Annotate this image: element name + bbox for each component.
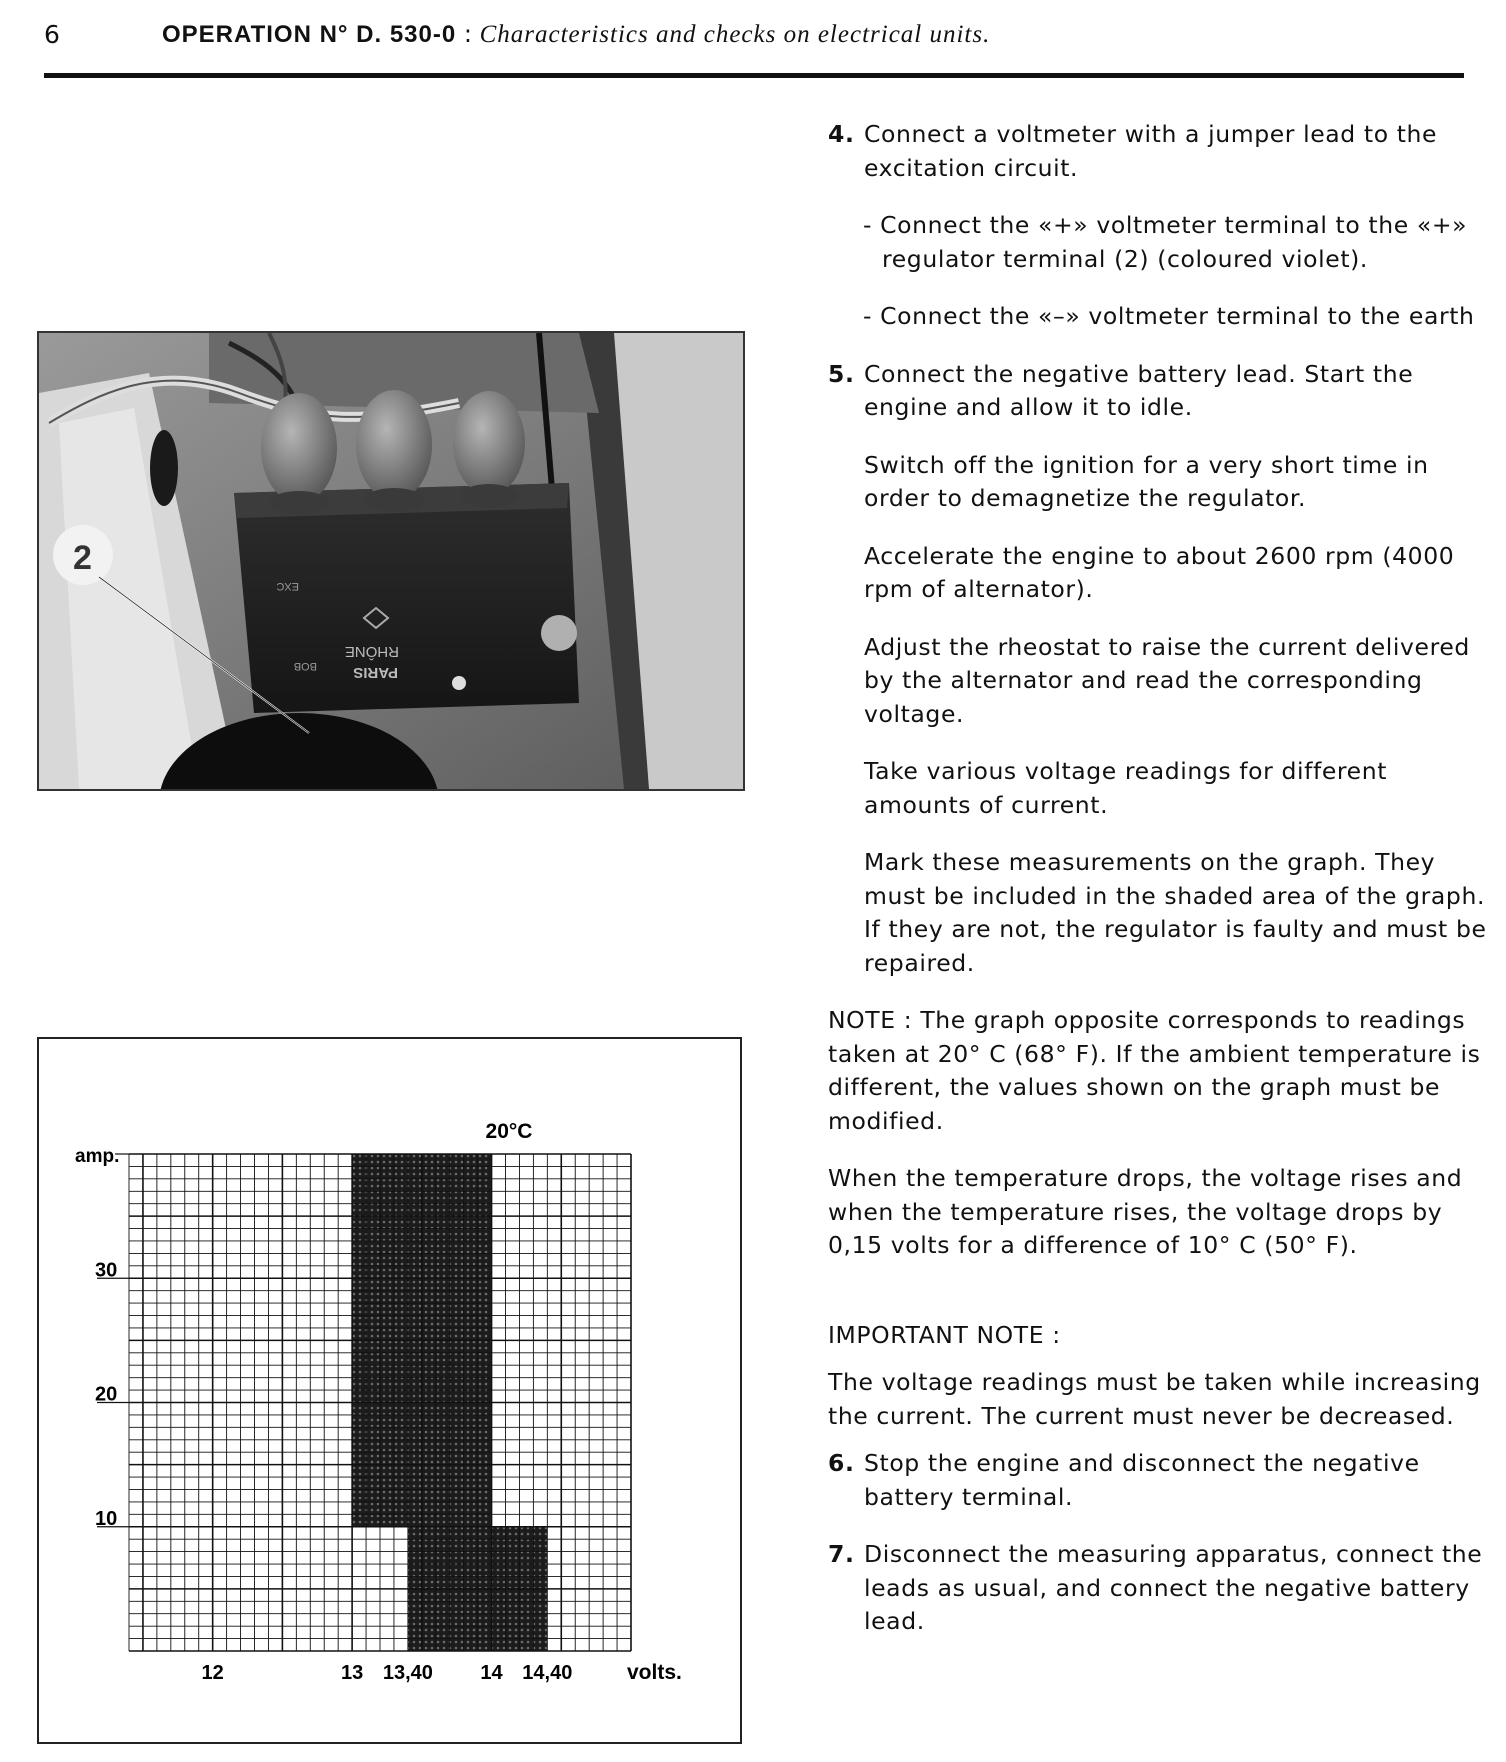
- operation-subtitle: Characteristics and checks on electrical units.: [479, 21, 991, 48]
- paragraph-accelerate: Accelerate the engine to about 2600 rpm (4000 rpm of alternator).: [864, 541, 1455, 603]
- y-axis-label: amp.: [75, 1146, 120, 1167]
- page-header: [44, 20, 1464, 56]
- note-paragraph: NOTE : The graph opposite corresponds to readings taken at 20° C (68° F). If the ambient temperature is different, the values shown on the graph must be modified.: [828, 1006, 1481, 1135]
- operation-title: [162, 20, 990, 49]
- page-number: 6: [44, 20, 60, 49]
- y-tick-label: 10: [95, 1507, 118, 1530]
- stamp-line-1: RHÔNE: [344, 643, 399, 660]
- paragraph-adjust: Adjust the rheostat to raise the current delivered by the alternator and read the corresponding voltage.: [864, 632, 1470, 728]
- step-number: 6.: [828, 1449, 855, 1477]
- step-text: Stop the engine and disconnect the negative battery terminal.: [864, 1449, 1420, 1511]
- x-axis-label: volts.: [627, 1661, 682, 1684]
- operation-code: OPERATION N° D. 530-0: [162, 21, 457, 48]
- paragraph-take-readings: Take various voltage readings for different amounts of current.: [864, 757, 1388, 819]
- step-4-sub-b: - Connect the «–» voltmeter terminal to the earth: [863, 302, 1475, 330]
- terminal-label-exc: EXC: [276, 580, 299, 592]
- stamp-line-2: PARIS: [353, 664, 398, 681]
- callout-number: 2: [73, 539, 92, 577]
- step-4-sub-a: - Connect the «+» voltmeter terminal to the «+» regulator terminal (2) (coloured violet).: [863, 211, 1468, 273]
- step-5: [828, 358, 1488, 425]
- y-tick-label: 30: [95, 1259, 118, 1282]
- step-number: 7.: [828, 1540, 855, 1568]
- step-6: [828, 1447, 1488, 1514]
- important-note-body: The voltage readings must be taken while increasing the current. The current must never be decreased.: [828, 1368, 1481, 1430]
- important-note-heading: IMPORTANT NOTE :: [828, 1320, 1061, 1349]
- x-tick-label: 13: [340, 1662, 364, 1684]
- chart-title: 20°C: [485, 1120, 533, 1143]
- step-text: Connect the negative battery lead. Start the engine and allow it to idle.: [864, 359, 1414, 421]
- x-tick-label: 12: [201, 1662, 224, 1684]
- step-number: 4.: [828, 120, 855, 148]
- regulator-photo: [37, 331, 745, 791]
- step-text: Connect a voltmeter with a jumper lead to the excitation circuit.: [864, 120, 1438, 182]
- regulator-graph: [37, 1037, 742, 1744]
- step-4: [828, 118, 1488, 185]
- terminal-label-bob: BOB: [293, 660, 317, 672]
- x-tick-label: 13,40: [382, 1662, 433, 1684]
- step-text: Disconnect the measuring apparatus, connect the leads as usual, and connect the negative battery lead.: [864, 1540, 1483, 1635]
- header-rule: [44, 73, 1464, 78]
- paragraph-mark: Mark these measurements on the graph. They must be included in the shaded area of the graph. If they are not, the regulator is faulty and must be repaired.: [864, 848, 1487, 977]
- title-separator: :: [456, 20, 480, 48]
- instructions-column: [828, 118, 1488, 1639]
- x-tick-label: 14: [480, 1662, 503, 1684]
- paragraph-switch-off: Switch off the ignition for a very short time in order to demagnetize the regulator.: [864, 450, 1429, 512]
- step-7: [828, 1538, 1488, 1639]
- temperature-paragraph: When the temperature drops, the voltage rises and when the temperature rises, the voltage drops by 0,15 volts for a difference of 10° C (50° F).: [828, 1164, 1463, 1259]
- y-tick-label: 20: [95, 1383, 118, 1406]
- step-number: 5.: [828, 359, 855, 388]
- x-tick-label: 14,40: [522, 1662, 573, 1684]
